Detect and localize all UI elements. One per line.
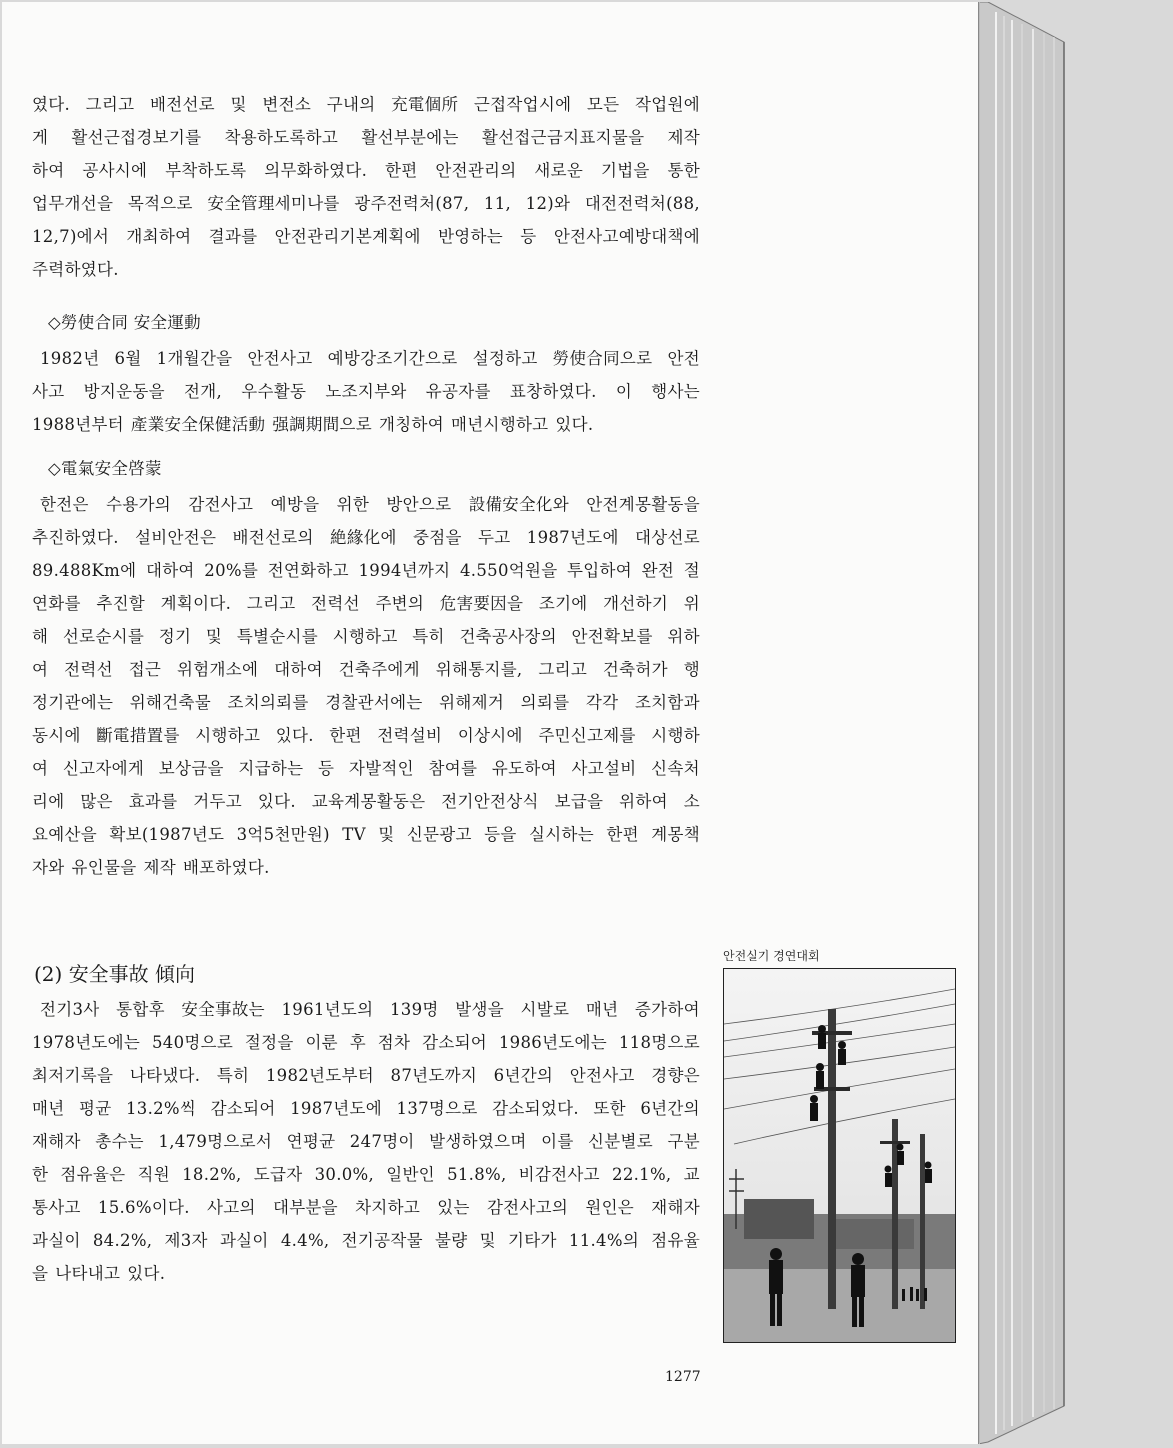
paragraph-electrical-safety (32, 488, 700, 884)
text-line: 업무개선을 목적으로 安全管理세미나를 광주전력처(87, 11, 12)와 대전전력처(88, (32, 194, 700, 213)
subheading-text: ◇電氣安全啓蒙 (48, 459, 162, 478)
text-line: 요예산을 확보(1987년도 3억5천만원) TV 및 신문광고 등을 실시하는 한편 계몽책 (32, 825, 700, 844)
text-line: 주력하였다. (32, 260, 119, 279)
text-line: 전기3사 통합후 安全事故는 1961년도의 139명 발생을 시발로 매년 증가하여 (40, 1000, 700, 1019)
text-line: 최저기록을 나타냈다. 특히 1982년도부터 87년도까지 6년간의 안전사고 경향은 (32, 1066, 700, 1085)
document-page (2, 2, 979, 1444)
text-line: 여 전력선 접근 위험개소에 대하여 건축주에게 위해통지를, 그리고 건축허가 행 (32, 660, 700, 679)
text-line: 1978년도에는 540명으로 절정을 이룬 후 점차 감소되어 1986년도에는 118명으로 (32, 1033, 700, 1052)
text-line: 재해자 총수는 1,479명으로서 연평균 247명이 발생하였으며 이를 신분별로 구분 (32, 1132, 700, 1151)
paragraph-accident-trends (32, 993, 700, 1290)
subheading-electrical-safety (32, 452, 700, 485)
photo-safety-contest (723, 968, 956, 1343)
text-line: 하여 공사시에 부착하도록 의무화하였다. 한편 안전관리의 새로운 기법을 통한 (32, 161, 700, 180)
text-line: 게 활선근접경보기를 착용하도록하고 활선부분에는 활선접근금지표지물을 제작 (32, 128, 700, 147)
subheading-labor-management-safety (32, 306, 700, 339)
text-line: 매년 평균 13.2%씩 감소되어 1987년도에 137명으로 감소되었다. 또한 6년간의 (32, 1099, 700, 1118)
paragraph-safety-measures (32, 88, 700, 286)
photo-caption: 안전실기 경연대회 (723, 949, 820, 963)
section-heading: (2) 安全事故 傾向 (34, 962, 196, 986)
text-line: 해 선로순시를 정기 및 특별순시를 시행하고 특히 건축공사장의 안전확보를 위하 (32, 627, 700, 646)
text-line: 1988년부터 產業安全保健活動 强調期間으로 개칭하여 매년시행하고 있다. (32, 415, 594, 434)
text-line: 동시에 斷電措置를 시행하고 있다. 한편 전력설비 이상시에 주민신고제를 시행하 (32, 726, 700, 745)
book-edge (978, 2, 1066, 1444)
text-line: 사고 방지운동을 전개, 우수활동 노조지부와 유공자를 표창하였다. 이 행사는 (32, 382, 700, 401)
text-line: 89.488Km에 대하여 20%를 전연화하고 1994년까지 4.550억원을 투입하여 완전 절 (32, 561, 700, 580)
text-line: 정기관에는 위해건축물 조치의뢰를 경찰관서에는 위해제거 의뢰를 각각 조치함과 (32, 693, 700, 712)
text-line: 였다. 그리고 배전선로 및 변전소 구내의 充電個所 근접작업시에 모든 작업원에 (32, 95, 700, 114)
text-line: 12,7)에서 개최하여 결과를 안전관리기본계획에 반영하는 등 안전사고예방대책에 (32, 227, 700, 246)
paragraph-labor-management-campaign (32, 342, 700, 441)
text-line: 한전은 수용가의 감전사고 예방을 위한 방안으로 設備安全化와 안전계몽활동을 (40, 495, 700, 514)
text-line: 자와 유인물을 제작 배포하였다. (32, 858, 270, 877)
text-line: 과실이 84.2%, 제3자 과실이 4.4%, 전기공작물 불량 및 기타가 11.4%의 점유율 (32, 1231, 700, 1250)
text-line: 한 점유율은 직원 18.2%, 도급자 30.0%, 일반인 51.8%, 비감전사고 22.1%, 교 (32, 1165, 700, 1184)
text-line: 을 나타내고 있다. (32, 1264, 166, 1283)
text-line: 통사고 15.6%이다. 사고의 대부분을 차지하고 있는 감전사고의 원인은 재해자 (32, 1198, 700, 1217)
page-number: 1277 (665, 1369, 701, 1385)
text-line: 1982년 6월 1개월간을 안전사고 예방강조기간으로 설정하고 勞使合同으로 안전 (40, 349, 700, 368)
text-line: 연화를 추진할 계획이다. 그리고 전력선 주변의 危害要因을 조기에 개선하기 위 (32, 594, 700, 613)
subheading-text: ◇勞使合同 安全運動 (48, 313, 201, 332)
text-line: 리에 많은 효과를 거두고 있다. 교육계몽활동은 전기안전상식 보급을 위하여 소 (32, 792, 700, 811)
text-line: 추진하였다. 설비안전은 배전선로의 絶緣化에 중점을 두고 1987년도에 대상선로 (32, 528, 700, 547)
text-line: 여 신고자에게 보상금을 지급하는 등 자발적인 참여를 유도하여 사고설비 신속처 (32, 759, 700, 778)
